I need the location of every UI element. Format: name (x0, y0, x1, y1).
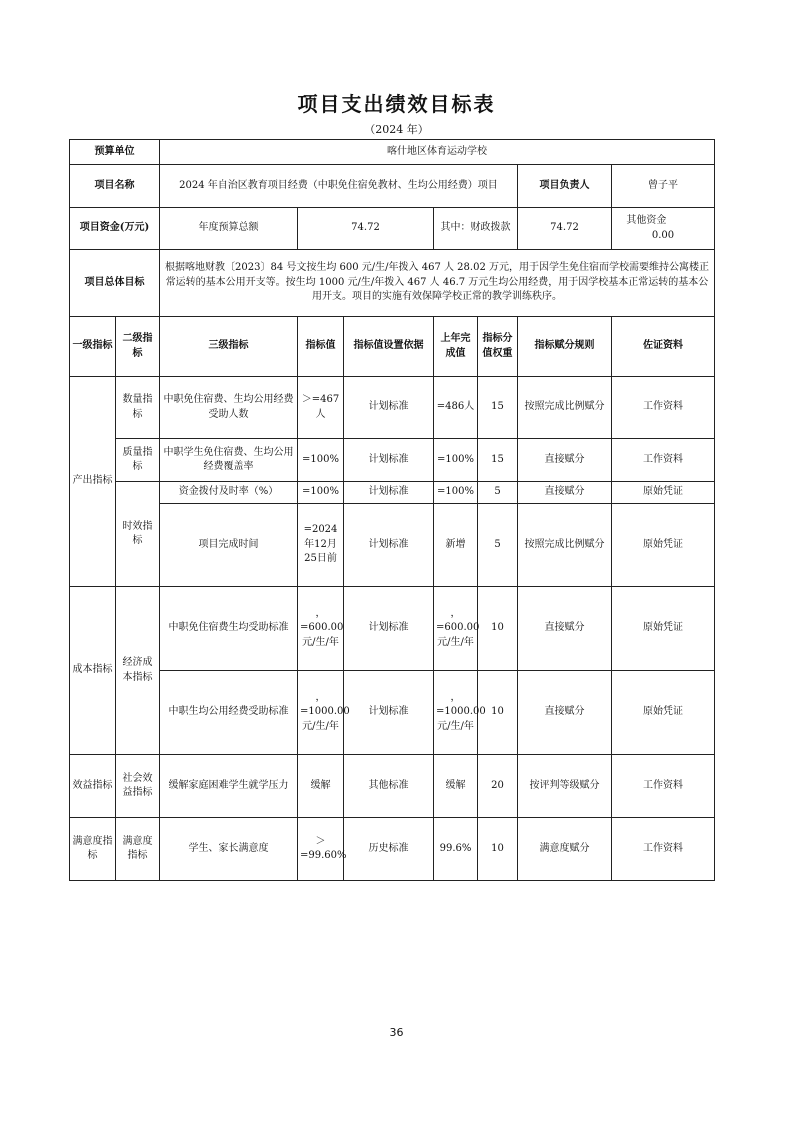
row-weight: 10 (478, 587, 518, 671)
row-rule: 按照完成比例赋分 (518, 377, 612, 439)
fiscal-value: 74.72 (518, 208, 612, 250)
row-weight: 5 (478, 504, 518, 587)
project-owner-value: 曾子平 (612, 165, 715, 208)
row-evidence: 工作资料 (612, 755, 715, 818)
performance-table (69, 139, 715, 881)
goal-label: 项目总体目标 (70, 250, 160, 317)
header-last-year: 上年完成值 (434, 317, 478, 377)
row-value: =100% (298, 439, 344, 482)
header-level3: 三级指标 (160, 317, 298, 377)
other-funds-label: 其他资金 (626, 215, 667, 226)
group-quality: 质量指标 (116, 439, 160, 482)
row-evidence: 原始凭证 (612, 504, 715, 587)
project-name-value: 2024 年自治区教育项目经费（中职免住宿免教材、生均公用经费）项目 (160, 165, 518, 208)
header-row (70, 317, 715, 377)
row-last: 缓解 (434, 755, 478, 818)
row-rule: 直接赋分 (518, 671, 612, 755)
funds-row (70, 208, 715, 250)
page-title: 项目支出绩效目标表 (297, 92, 496, 116)
header-weight: 指标分值权重 (478, 317, 518, 377)
row-last: =100% (434, 439, 478, 482)
table-row (70, 439, 715, 482)
group-economic: 经济成本指标 (116, 587, 160, 755)
other-funds-cell (612, 208, 715, 250)
unit-label: 预算单位 (70, 140, 160, 165)
group-cost: 成本指标 (70, 587, 116, 755)
row-evidence: 工作资料 (612, 818, 715, 881)
header-basis: 指标值设置依据 (344, 317, 434, 377)
row-basis: 计划标准 (344, 587, 434, 671)
year-label: （2024 年） (364, 123, 429, 136)
row-evidence: 工作资料 (612, 439, 715, 482)
row-weight: 20 (478, 755, 518, 818)
annual-budget-value: 74.72 (298, 208, 434, 250)
row-rule: 直接赋分 (518, 587, 612, 671)
row-value: 缓解 (298, 755, 344, 818)
unit-value: 喀什地区体育运动学校 (160, 140, 715, 165)
row-basis: 历史标准 (344, 818, 434, 881)
row-l3: 中职生均公用经费受助标准 (160, 671, 298, 755)
row-weight: 10 (478, 671, 518, 755)
group-satisfaction: 满意度指标 (70, 818, 116, 881)
table-row (70, 587, 715, 671)
row-l3: 中职免住宿费、生均公用经费受助人数 (160, 377, 298, 439)
fiscal-label: 其中：财政拨款 (434, 208, 518, 250)
table-row (70, 482, 715, 504)
row-l3: 学生、家长满意度 (160, 818, 298, 881)
group-quantity: 数量指标 (116, 377, 160, 439)
group-timeliness: 时效指标 (116, 482, 160, 587)
table-row (70, 755, 715, 818)
row-last: =100% (434, 482, 478, 504)
project-name-label: 项目名称 (70, 165, 160, 208)
group-social: 社会效益指标 (116, 755, 160, 818)
row-weight: 15 (478, 377, 518, 439)
row-evidence: 原始凭证 (612, 671, 715, 755)
row-basis: 计划标准 (344, 671, 434, 755)
header-rule: 指标赋分规则 (518, 317, 612, 377)
row-l3: 中职学生免住宿费、生均公用经费覆盖率 (160, 439, 298, 482)
row-last: =486人 (434, 377, 478, 439)
table-row (70, 818, 715, 881)
row-weight: 10 (478, 818, 518, 881)
row-evidence: 原始凭证 (612, 482, 715, 504)
group-satisfaction2: 满意度指标 (116, 818, 160, 881)
row-basis: 计划标准 (344, 504, 434, 587)
row-l3: 项目完成时间 (160, 504, 298, 587)
row-value: ＞=99.60% (298, 818, 344, 881)
page-number: 36 (389, 1026, 404, 1039)
row-last: 新增 (434, 504, 478, 587)
annual-budget-label: 年度预算总额 (160, 208, 298, 250)
goal-row (70, 250, 715, 317)
row-evidence: 工作资料 (612, 377, 715, 439)
row-rule: 直接赋分 (518, 482, 612, 504)
row-rule: 直接赋分 (518, 439, 612, 482)
project-owner-label: 项目负责人 (518, 165, 612, 208)
row-basis: 计划标准 (344, 377, 434, 439)
other-funds-value: 0.00 (651, 229, 675, 241)
row-l3: 中职免住宿费生均受助标准 (160, 587, 298, 671)
group-benefit: 效益指标 (70, 755, 116, 818)
goal-text: 根据喀地财教〔2023〕84 号文按生均 600 元/生/年拨入 467 人 28.02 万元，用于因学生免住宿而学校需要维持公寓楼正常运转的基本公用开支等。按生均 1000 元/生/年拨入 467 人 46.7 万元生均公用经费，用于因学校基本正常运转的基本公用开支。项目的实施有效保障学校正常的教学训练秩序。 (160, 250, 715, 317)
row-last: ，=600.00元/生/年 (434, 587, 478, 671)
table-row (70, 671, 715, 755)
project-row (70, 165, 715, 208)
table-row (70, 504, 715, 587)
group-output: 产出指标 (70, 377, 116, 587)
row-rule: 按评判等级赋分 (518, 755, 612, 818)
row-weight: 15 (478, 439, 518, 482)
row-value: ＞=467人 (298, 377, 344, 439)
row-l3: 缓解家庭困难学生就学压力 (160, 755, 298, 818)
row-last: 99.6% (434, 818, 478, 881)
row-evidence: 原始凭证 (612, 587, 715, 671)
table-row (70, 377, 715, 439)
row-weight: 5 (478, 482, 518, 504)
row-basis: 其他标准 (344, 755, 434, 818)
row-value: =2024年12月25日前 (298, 504, 344, 587)
header-level1: 一级指标 (70, 317, 116, 377)
header-evidence: 佐证资料 (612, 317, 715, 377)
row-l3: 资金拨付及时率（%） (160, 482, 298, 504)
header-value: 指标值 (298, 317, 344, 377)
row-value: ，=1000.00元/生/年 (298, 671, 344, 755)
row-value: ，=600.00元/生/年 (298, 587, 344, 671)
row-value: =100% (298, 482, 344, 504)
header-level2: 二级指标 (116, 317, 160, 377)
row-basis: 计划标准 (344, 439, 434, 482)
row-rule: 满意度赋分 (518, 818, 612, 881)
row-rule: 按照完成比例赋分 (518, 504, 612, 587)
row-last: ，=1000.00元/生/年 (434, 671, 478, 755)
row-basis: 计划标准 (344, 482, 434, 504)
unit-row (70, 140, 715, 165)
funds-label: 项目资金(万元) (70, 208, 160, 250)
